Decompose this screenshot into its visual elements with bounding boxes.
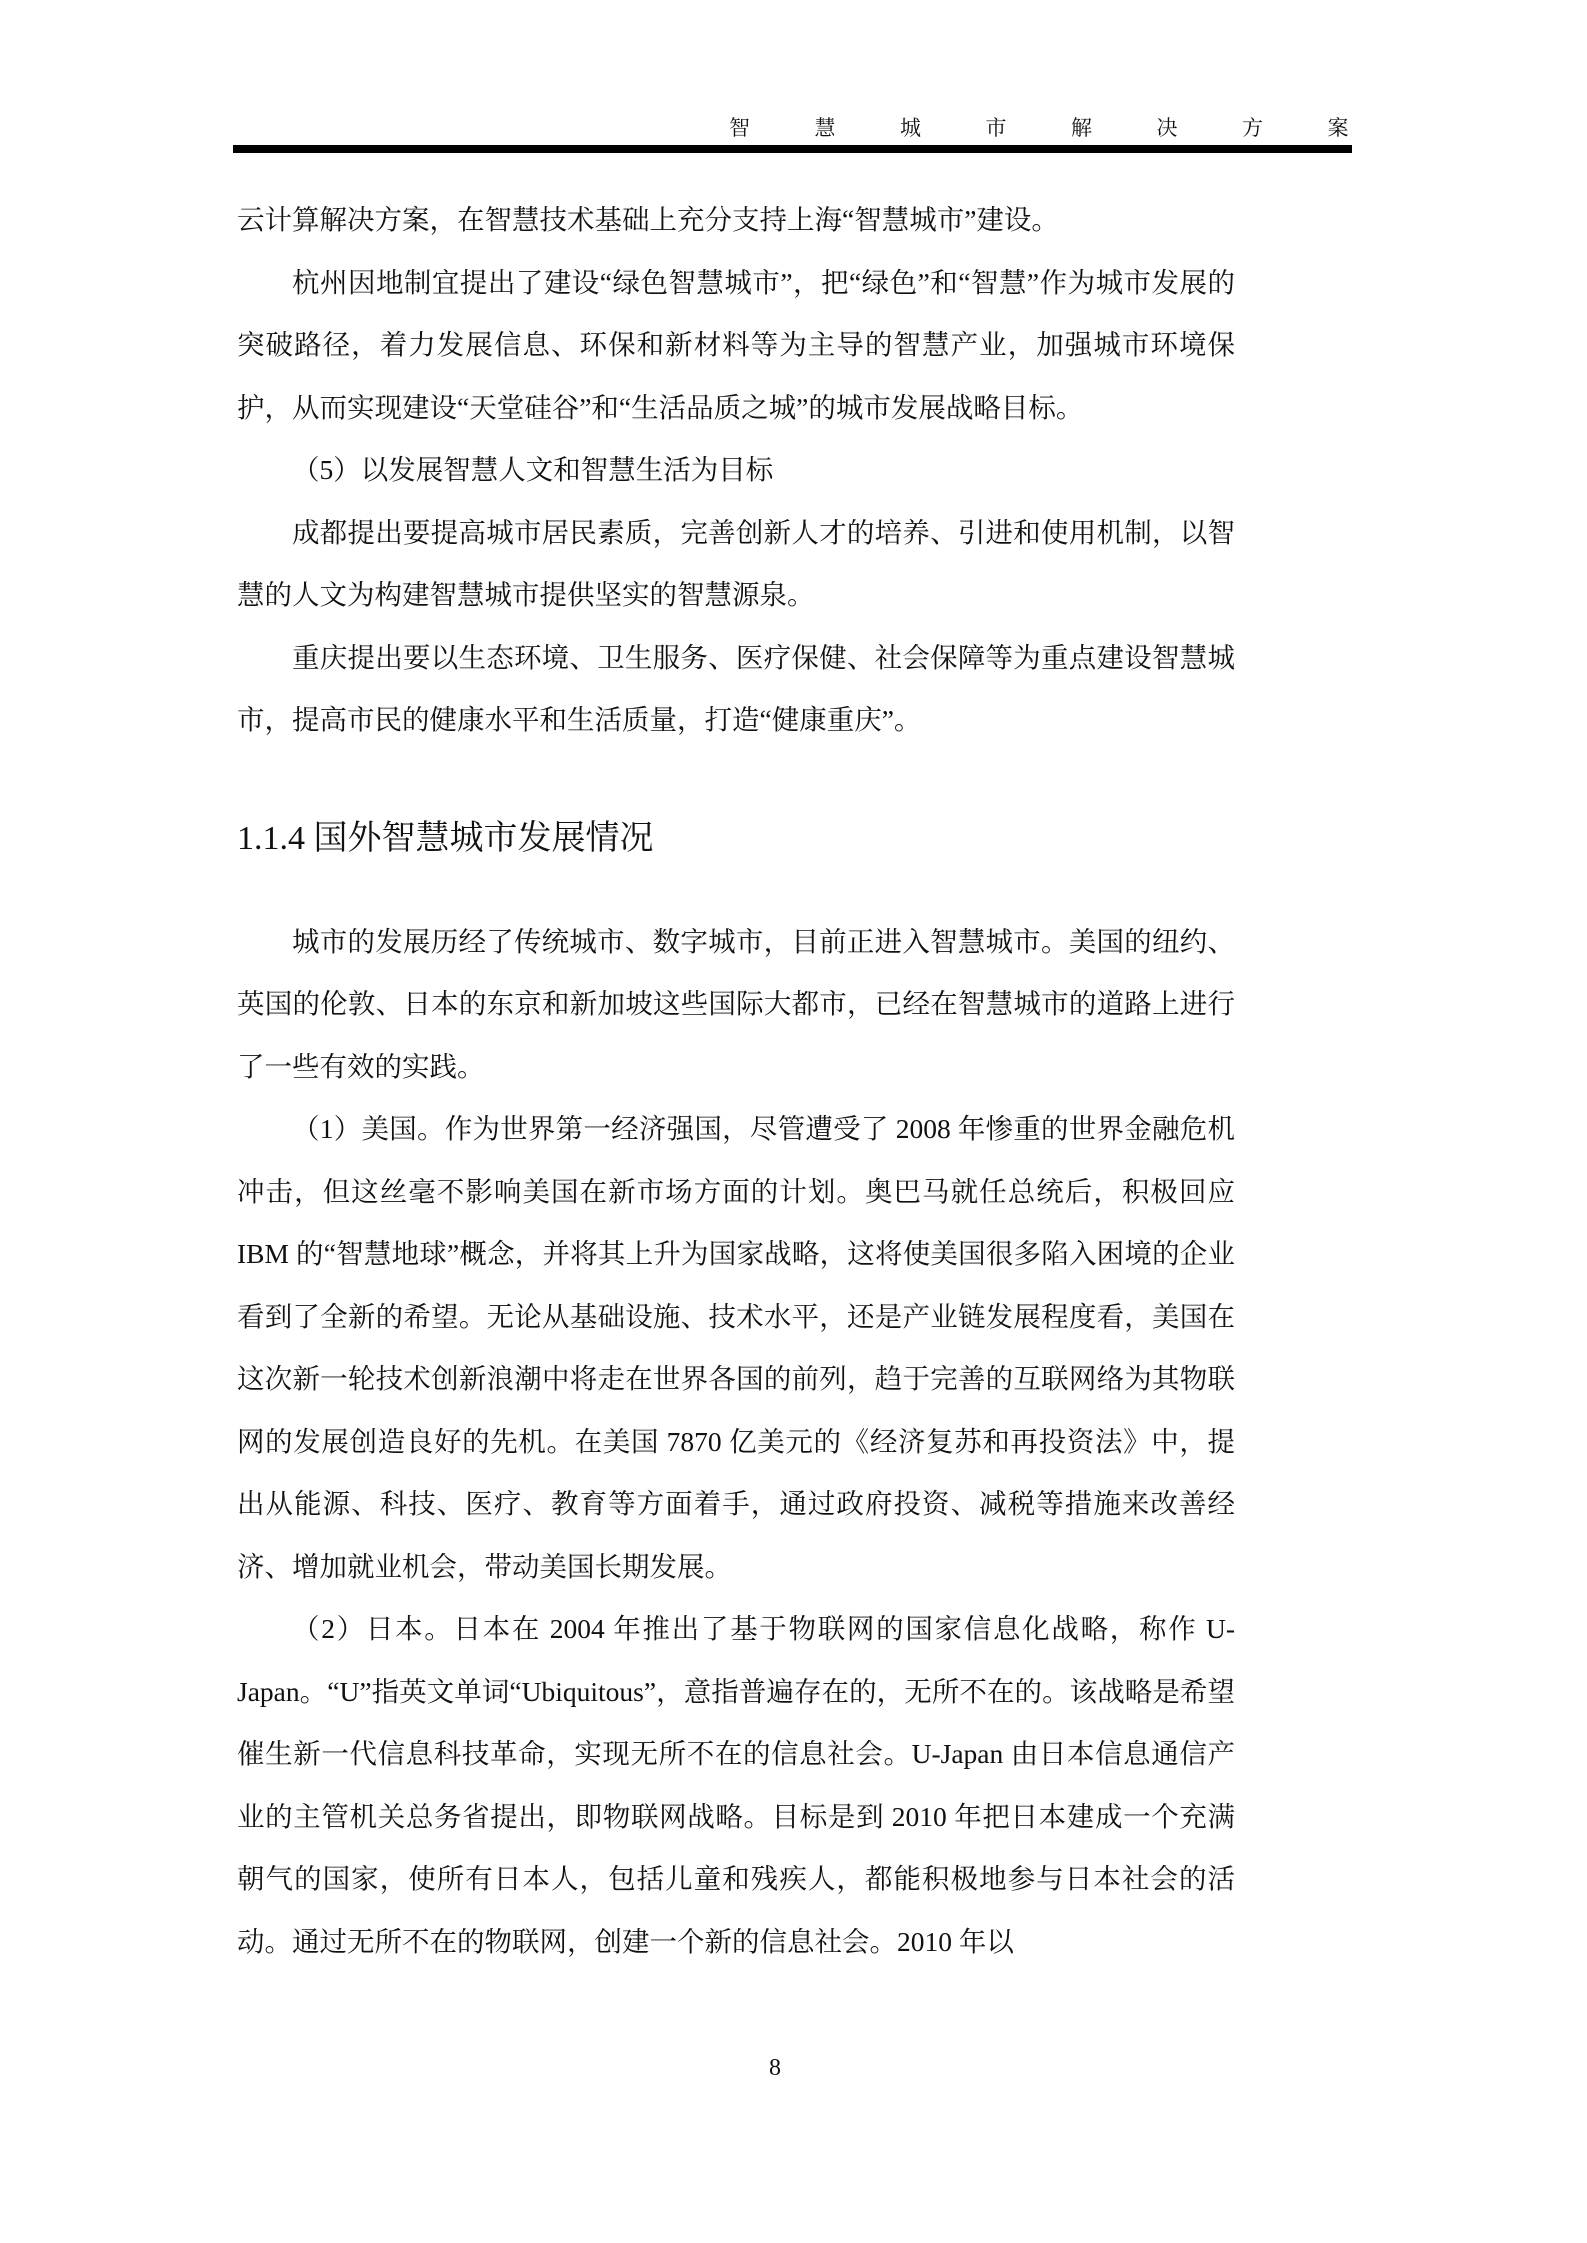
paragraph: （5）以发展智慧人文和智慧生活为目标 [292, 454, 774, 485]
paragraph: 重庆提出要以生态环境、卫生服务、医疗保健、社会保障等为重点建设智慧城市，提高市民的健康水平和生活质量，打造“健康重庆”。 [237, 641, 1235, 735]
page-number: 8 [769, 2055, 781, 2081]
paragraph: 成都提出要提高城市居民素质，完善创新人才的培养、引进和使用机制，以智慧的人文为构建智慧城市提供坚实的智慧源泉。 [237, 516, 1235, 610]
paragraph: 城市的发展历经了传统城市、数字城市，目前正进入智慧城市。美国的纽约、英国的伦敦、日本的东京和新加坡这些国际大都市，已经在智慧城市的道路上进行了一些有效的实践。 [237, 925, 1235, 1082]
paragraph: （1）美国。作为世界第一经济强国，尽管遭受了 2008 年惨重的世界金融危机冲击，但这丝毫不影响美国在新市场方面的计划。奥巴马就任总统后，积极回应 IBM 的“智慧地球”概念，并将其上升为国家战略，这将使美国很多陷入困境的企业看到了全新的希望。无论从基础设施、技术水平，还是产业链发展程度看，美国在这次新一轮技术创新浪潮中将走在世界各国的前列，趋于完善的互联网络为其物联网的发展创造良好的先机。在美国 7870 亿美元的《经济复苏和再投资法》中，提出从能源、科技、医疗、教育等方面着手，通过政府投资、减税等措施来改善经济、增加就业机会，带动美国长期发展。 [237, 1113, 1235, 1582]
page-header-title: 智慧城市解决方案 [729, 116, 1413, 140]
paragraph: （2）日本。日本在 2004 年推出了基于物联网的国家信息化战略，称作 U-Japan。“U”指英文单词“Ubiquitous”，意指普遍存在的，无所不在的。该战略是希望催生新一代信息科技革命，实现无所不在的信息社会。U-Japan 由日本信息通信产业的主管机关总务省提出，即物联网战略。目标是到 2010 年把日本建成一个充满朝气的国家，使所有日本人，包括儿童和残疾人，都能积极地参与日本社会的活动。通过无所不在的物联网，创建一个新的信息社会。2010 年以 [237, 1613, 1235, 1957]
header-rule [233, 145, 1352, 153]
section-heading: 1.1.4 国外智慧城市发展情况 [237, 819, 654, 857]
paragraph: 云计算解决方案，在智慧技术基础上充分支持上海“智慧城市”建设。 [237, 204, 1059, 235]
paragraph: 杭州因地制宜提出了建设“绿色智慧城市”，把“绿色”和“智慧”作为城市发展的突破路径，着力发展信息、环保和新材料等为主导的智慧产业，加强城市环境保护，从而实现建设“天堂硅谷”和“生活品质之城”的城市发展战略目标。 [237, 266, 1235, 423]
document-body [237, 189, 1235, 1973]
